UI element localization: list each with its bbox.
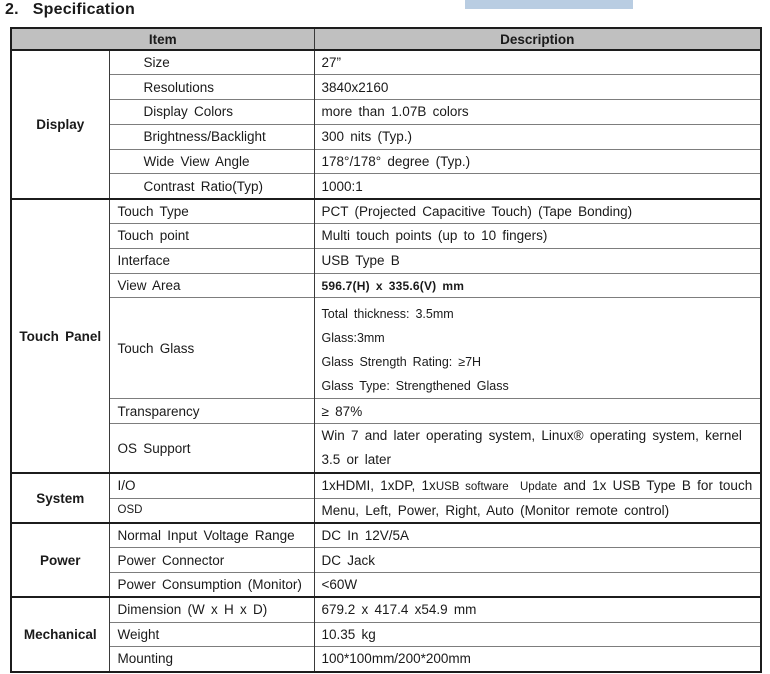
desc-cell [314, 473, 761, 498]
desc-cell: Multi touch points (up to 10 fingers) [314, 224, 761, 249]
desc-cell: more than 1.07B colors [314, 100, 761, 125]
table-row [11, 498, 761, 523]
desc-cell: 27” [314, 50, 761, 75]
specification-table [10, 27, 762, 673]
table-row [11, 273, 761, 298]
io-desc-part-small: USB software Update [435, 481, 558, 494]
table-row [11, 248, 761, 273]
highlight-marker [465, 0, 633, 9]
desc-cell: 3840x2160 [314, 75, 761, 100]
desc-cell: 100*100mm/200*200mm [314, 647, 761, 672]
table-row [11, 199, 761, 224]
category-cell-power: Power [11, 523, 109, 597]
item-cell: Touch point [109, 224, 314, 249]
section-title-text: Specification [32, 1, 135, 18]
io-desc-part: 1xHDMI, 1xDP, 1x [321, 478, 436, 494]
desc-cell: <60W [314, 572, 761, 597]
table-row [11, 572, 761, 597]
desc-cell: 300 nits (Typ.) [314, 124, 761, 149]
item-cell: Normal Input Voltage Range [109, 523, 314, 548]
desc-cell: ≥ 87% [314, 399, 761, 424]
table-row [11, 523, 761, 548]
column-header-item: Item [11, 28, 314, 50]
item-cell: Interface [109, 248, 314, 273]
item-cell: Size [109, 50, 314, 75]
category-cell-system: System [11, 473, 109, 523]
desc-cell: DC In 12V/5A [314, 523, 761, 548]
desc-cell: Menu, Left, Power, Right, Auto (Monitor remote control) [314, 498, 761, 523]
desc-cell: 596.7(H) x 335.6(V) mm [314, 273, 761, 298]
table-row [11, 149, 761, 174]
item-cell: I/O [109, 473, 314, 498]
item-cell: View Area [109, 273, 314, 298]
category-cell-display: Display [11, 50, 109, 199]
table-row [11, 224, 761, 249]
table-row [11, 50, 761, 75]
item-cell: Resolutions [109, 75, 314, 100]
item-cell: OS Support [109, 424, 314, 474]
desc-cell: 10.35 kg [314, 622, 761, 647]
table-row [11, 473, 761, 498]
item-cell: Transparency [109, 399, 314, 424]
item-cell: Power Consumption (Monitor) [109, 572, 314, 597]
desc-cell [314, 298, 761, 399]
desc-cell: PCT (Projected Capacitive Touch) (Tape Bonding) [314, 199, 761, 224]
desc-cell: 178°/178° degree (Typ.) [314, 149, 761, 174]
table-row [11, 548, 761, 573]
table-row [11, 647, 761, 672]
io-desc-part: and 1x USB Type B for touch [557, 478, 753, 494]
table-row [11, 174, 761, 199]
desc-cell: USB Type B [314, 248, 761, 273]
header-row [11, 28, 761, 50]
item-cell: Touch Type [109, 199, 314, 224]
item-cell: Mounting [109, 647, 314, 672]
desc-cell: Win 7 and later operating system, Linux® operating system, kernel 3.5 or later [314, 424, 761, 474]
item-cell: Wide View Angle [109, 149, 314, 174]
glass-spec-line: Glass Type: Strengthened Glass [321, 379, 509, 394]
item-cell: Display Colors [109, 100, 314, 125]
glass-spec-line: Glass Strength Rating: ≥7H [321, 355, 482, 370]
table-row [11, 424, 761, 474]
section-number: 2. [5, 1, 19, 18]
table-row [11, 622, 761, 647]
column-header-description: Description [314, 28, 761, 50]
item-cell: Touch Glass [109, 298, 314, 399]
desc-cell: DC Jack [314, 548, 761, 573]
glass-spec-line: Total thickness: 3.5mm [321, 307, 454, 322]
table-row [11, 298, 761, 399]
table-row [11, 597, 761, 622]
item-cell: Brightness/Backlight [109, 124, 314, 149]
desc-cell: 679.2 x 417.4 x54.9 mm [314, 597, 761, 622]
item-cell: Power Connector [109, 548, 314, 573]
item-cell: Dimension (W x H x D) [109, 597, 314, 622]
desc-cell: 1000:1 [314, 174, 761, 199]
table-row [11, 124, 761, 149]
item-cell: Weight [109, 622, 314, 647]
item-cell: OSD [109, 498, 314, 523]
category-cell-touch-panel: Touch Panel [11, 199, 109, 473]
glass-spec-line: Glass:3mm [321, 331, 385, 346]
page-title [5, 1, 135, 19]
table-row [11, 75, 761, 100]
category-cell-mechanical: Mechanical [11, 597, 109, 671]
item-cell: Contrast Ratio(Typ) [109, 174, 314, 199]
table-row [11, 399, 761, 424]
table-row [11, 100, 761, 125]
